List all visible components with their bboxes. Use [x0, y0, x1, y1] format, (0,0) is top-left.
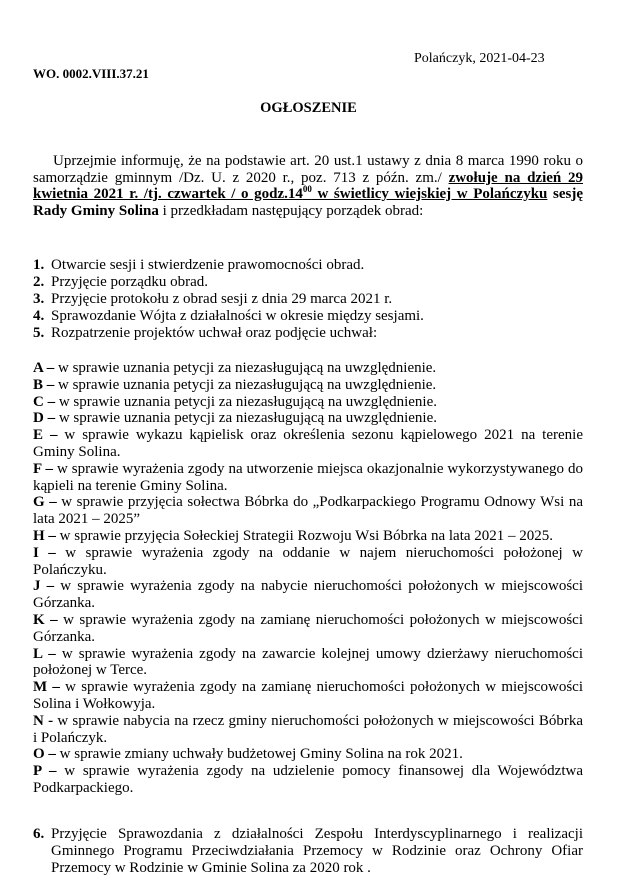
resolution-letter: M – [33, 679, 60, 696]
session-name: sesję Rady Gminy Solina [33, 186, 583, 219]
agenda-number: 1. [33, 257, 45, 273]
resolution-text: w sprawie uznania petycji za niezasługującą na uwzględnienie. [54, 376, 437, 393]
resolution-item [33, 612, 583, 646]
resolution-letter: F – [33, 460, 54, 477]
resolution-letter: K – [33, 611, 58, 628]
resolution-letter: D – [33, 410, 56, 427]
resolution-letter: H – [33, 527, 56, 544]
resolution-text: w sprawie wykazu kąpielisk oraz określenia sezonu kąpielowego 2021 na terenie Gminy Solina. [33, 427, 583, 460]
resolution-item [33, 713, 583, 747]
agenda-number: 6. [33, 826, 45, 842]
resolution-item [33, 578, 583, 612]
session-location: w świetlicy wiejskiej w Polańczyku [311, 186, 548, 203]
resolution-item [33, 494, 583, 528]
resolution-letter: C – [33, 393, 56, 410]
document-title: OGŁOSZENIE [260, 100, 357, 116]
resolution-letter: J – [33, 578, 55, 595]
resolution-text: w sprawie wyrażenia zgody na oddanie w najem nieruchomości położonej w Polańczyku. [33, 544, 583, 578]
agenda-item [33, 274, 583, 291]
intro-paragraph [33, 153, 583, 219]
agenda-text: Rozpatrzenie projektów uchwał oraz podjęcie uchwał: [51, 324, 378, 341]
resolution-letter: E – [33, 427, 58, 444]
agenda-item-6 [33, 826, 583, 877]
resolution-item [33, 410, 583, 427]
agenda-number: 4. [33, 307, 45, 324]
resolution-item [33, 394, 583, 411]
resolution-text: w sprawie wyrażenia zgody na zamianę nieruchomości położonych w miejscowości Górzanka. [33, 611, 583, 645]
resolution-text: w sprawie wyrażenia zgody na udzielenie pomocy finansowej dla Województwa Podkarpackiego. [33, 763, 583, 796]
resolution-item [33, 545, 583, 579]
resolution-letter: G – [33, 494, 57, 511]
resolution-text: w sprawie wyrażenia zgody na zawarcie kolejnej umowy dzierżawy nieruchomości położonej w Terce. [33, 645, 583, 679]
resolution-letter: B – [33, 376, 55, 393]
agenda-text: Przyjęcie porządku obrad. [51, 273, 209, 290]
resolution-item [33, 377, 583, 394]
agenda-text: Przyjęcie Sprawozdania z działalności Zespołu Interdyscyplinarnego i realizacji Gminnego Programu Przeciwdziałania Przemocy w Rodzinie oraz Ochrony Ofiar Przemocy w Rodzinie w Gminie Solina za 2020 rok . [51, 826, 583, 876]
agenda-item [33, 325, 583, 342]
resolution-text: w sprawie wyrażenia zgody na utworzenie miejsca okazjonalnie wykorzystywanego do kąpieli na terenie Gminy Solina. [33, 460, 583, 494]
resolution-item [33, 461, 583, 495]
time-superscript: 00 [302, 184, 312, 195]
intro-tail: i przedkładam następujący porządek obrad: [158, 202, 424, 219]
resolution-item [33, 763, 583, 797]
document-signature: WO. 0002.VIII.37.21 [33, 66, 149, 81]
agenda-text: Przyjęcie protokołu z obrad sesji z dnia 29 marca 2021 r. [51, 290, 393, 307]
agenda-number: 5. [33, 324, 45, 341]
resolution-text: w sprawie zmiany uchwały budżetowej Gminy Solina na rok 2021. [55, 746, 463, 763]
resolution-item [33, 679, 583, 713]
resolution-text: w sprawie nabycia na rzecz gminy nieruchomości położonych w miejscowości Bóbrka i Polańczyk. [33, 712, 583, 746]
resolution-text: w sprawie uznania petycji za niezasługującą na uwzględnienie. [55, 393, 438, 410]
resolution-text: w sprawie wyrażenia zgody na zamianę nieruchomości położonych w miejscowości Solina i Wołkowyja. [33, 679, 583, 712]
agenda-number: 2. [33, 273, 45, 290]
agenda-item [33, 291, 583, 308]
resolution-letter: O – [33, 746, 56, 763]
resolution-letter: A – [33, 360, 55, 376]
resolution-text: w sprawie uznania petycji za niezasługującą na uwzględnienie. [54, 360, 437, 376]
agenda-text: Otwarcie sesji i stwierdzenie prawomocności obrad. [51, 257, 365, 273]
resolution-item [33, 746, 583, 763]
session-date-text: zwołuje na dzień 29 kwietnia 2021 r. /tj. czwartek / o godz.14 [33, 169, 583, 203]
resolution-text: w sprawie wyrażenia zgody na nabycie nieruchomości położonych w miejscowości Górzanka. [33, 578, 583, 612]
agenda-list [33, 257, 583, 342]
resolution-item [33, 360, 583, 377]
resolution-text: w sprawie uznania petycji za niezasługującą na uwzględnienie. [55, 410, 438, 427]
resolution-letter: L – [33, 645, 56, 662]
agenda-item [33, 308, 583, 325]
resolution-item [33, 528, 583, 545]
place-date: Polańczyk, 2021-04-23 [414, 51, 545, 66]
resolutions-list [33, 360, 583, 797]
resolution-letter: I – [33, 544, 56, 561]
resolution-text: w sprawie przyjęcia sołectwa Bóbrka do „Podkarpackiego Programu Odnowy Wsi na lata 2021 – 2025” [33, 494, 583, 528]
agenda-text: Sprawozdanie Wójta z działalności w okresie między sesjami. [51, 307, 424, 324]
resolution-item [33, 646, 583, 680]
resolution-letter: P – [33, 763, 57, 780]
resolution-text: w sprawie przyjęcia Sołeckiej Strategii Rozwoju Wsi Bóbrka na lata 2021 – 2025. [55, 527, 554, 544]
agenda-item [33, 257, 583, 274]
agenda-number: 3. [33, 290, 45, 307]
resolution-item [33, 427, 583, 461]
resolution-letter: N - [33, 712, 54, 729]
intro-text: Uprzejmie informuję, że na podstawie art. 20 ust.1 ustawy z dnia 8 marca 1990 roku o samorządzie gminnym /Dz. U. z 2020 r., poz. 713 z późn. zm./ [33, 153, 583, 186]
